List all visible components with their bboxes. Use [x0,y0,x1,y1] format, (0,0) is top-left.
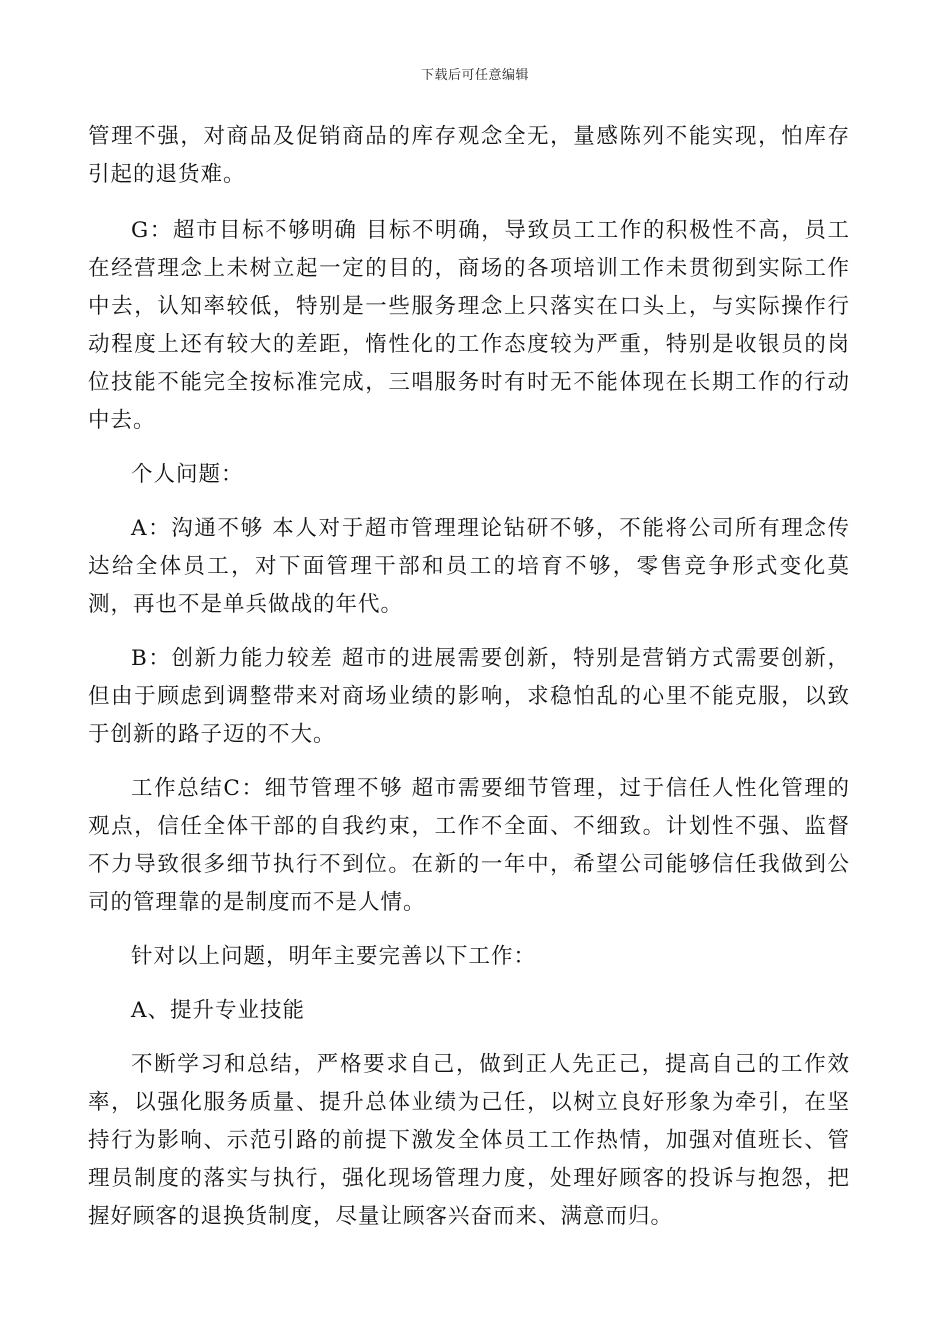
paragraph-personal-issues-heading: 个人问题： [131,462,244,487]
paragraph-skill-plan: 不断学习和总结，严格要求自己，做到正人先正己，提高自己的工作效率，以强化服务质量、提升总体业绩为己任，以树立良好形象为牵引，在坚持行为影响、示范引路的前提下激发全体员工工作热情，加强对值班长、管理员制度的落实与执行，强化现场管理力度，处理好顾客的投诉与抱怨，把握好顾客的退换货制度，尽量让顾客兴奋而来、满意而归。 [88,1052,850,1229]
paragraph-skill-heading: A、提升专业技能 [131,998,306,1023]
paragraph-detail-management-issue: 工作总结C：细节管理不够 超市需要细节管理，过于信任人性化管理的观点，信任全体干部的自我约束，工作不全面、不细致。计划性不强、监督不力导致很多细节执行不到位。在新的一年中，希望公司能够信任我做到公司的管理靠的是制度而不是人情。 [88,776,850,915]
paragraph-communication-issue: A：沟通不够 本人对于超市管理理论钻研不够，不能将公司所有理念传达给全体员工，对下面管理干部和员工的培育不够，零售竞争形式变化莫测，再也不是单兵做战的年代。 [88,516,850,617]
paragraph-continuation: 管理不强，对商品及促销商品的库存观念全无，量感陈列不能实现，怕库存引起的退货难。 [88,124,850,187]
paragraph-innovation-issue: B：创新力能力较差 超市的进展需要创新，特别是营销方式需要创新，但由于顾虑到调整带来对商场业绩的影响，求稳怕乱的心里不能克服，以致于创新的路子迈的不大。 [88,646,850,747]
document-body [88,118,850,1252]
paragraph-goal-issue: G：超市目标不够明确 目标不明确，导致员工工作的积极性不高，员工在经营理念上未树立起一定的目的，商场的各项培训工作未贯彻到实际工作中去，认知率较低，特别是一些服务理念上只落实在口头上，与实际操作行动程度上还有较大的差距，惰性化的工作态度较为严重，特别是收银员的岗位技能不能完全按标准完成，三唱服务时有时无不能体现在长期工作的行动中去。 [88,218,850,433]
paragraph-next-year-plan: 针对以上问题，明年主要完善以下工作： [131,944,537,969]
page-header: 下载后可任意编辑 [420,68,529,83]
